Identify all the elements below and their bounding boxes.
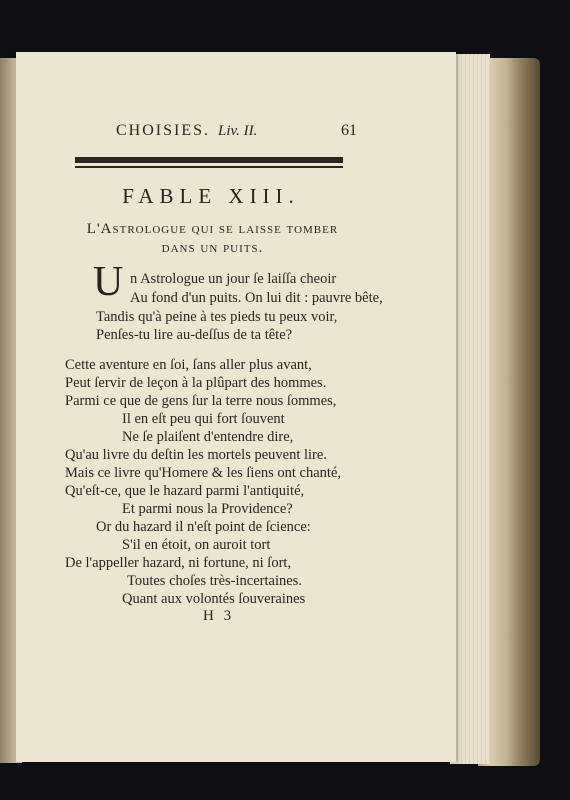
verse-line: Cette aventure en ſoi, ſans aller plus avant, bbox=[65, 357, 312, 373]
verse-line: Penſes-tu lire au-deſſus de ta tête? bbox=[96, 327, 293, 343]
verse-line: Peut ſervir de leçon à la plûpart des hommes. bbox=[65, 375, 327, 391]
verse-line: Quant aux volontés ſouveraines bbox=[122, 591, 306, 607]
verse-line: Ne ſe plaiſent d'entendre dire, bbox=[122, 429, 294, 445]
verse-line: De l'appeller hazard, ni fortune, ni ſort, bbox=[65, 555, 292, 571]
verse-line: Mais ce livre qu'Homere & les ſiens ont chanté, bbox=[65, 465, 342, 481]
verse-line: Or du hazard il n'eſt point de ſcience: bbox=[96, 519, 311, 535]
fable-subtitle bbox=[60, 220, 365, 258]
signature-mark: H 3 bbox=[203, 608, 235, 624]
subtitle-line-1: L'Astrologue qui se laisse tomber bbox=[86, 221, 339, 237]
verse-line: Parmi ce que de gens ſur la terre nous ſommes, bbox=[65, 393, 337, 409]
ornamental-rule-thin bbox=[75, 166, 343, 168]
subtitle-line-2: dans un puits. bbox=[161, 240, 264, 256]
verse-line: Tandis qu'à peine à tes pieds tu peux voir, bbox=[96, 309, 338, 325]
running-head-book: Liv. II. bbox=[218, 123, 258, 139]
verse-line: S'il en étoit, on auroit tort bbox=[122, 537, 271, 553]
verse-line: Qu'au livre du deſtin les mortels peuvent lire. bbox=[65, 447, 327, 463]
verse-line: Il en eſt peu qui fort ſouvent bbox=[122, 411, 285, 427]
drop-cap: U bbox=[93, 259, 124, 305]
verse-line: n Astrologue un jour ſe laiſſa cheoir bbox=[130, 271, 337, 287]
verse-line: Toutes choſes très-incertaines. bbox=[127, 573, 302, 589]
page-number: 61 bbox=[341, 122, 357, 139]
page-stack bbox=[450, 54, 490, 764]
verse-line: Et parmi nous la Providence? bbox=[122, 501, 293, 517]
fable-title: FABLE XIII. bbox=[122, 184, 300, 208]
running-head bbox=[116, 122, 366, 140]
running-head-title: CHOISIES. bbox=[116, 122, 211, 139]
verse-line: Qu'eſt-ce, que le hazard parmi l'antiquité, bbox=[65, 483, 305, 499]
ornamental-rule-thick bbox=[75, 157, 343, 163]
verse-line: Au fond d'un puits. On lui dit : pauvre bête, bbox=[130, 290, 383, 306]
